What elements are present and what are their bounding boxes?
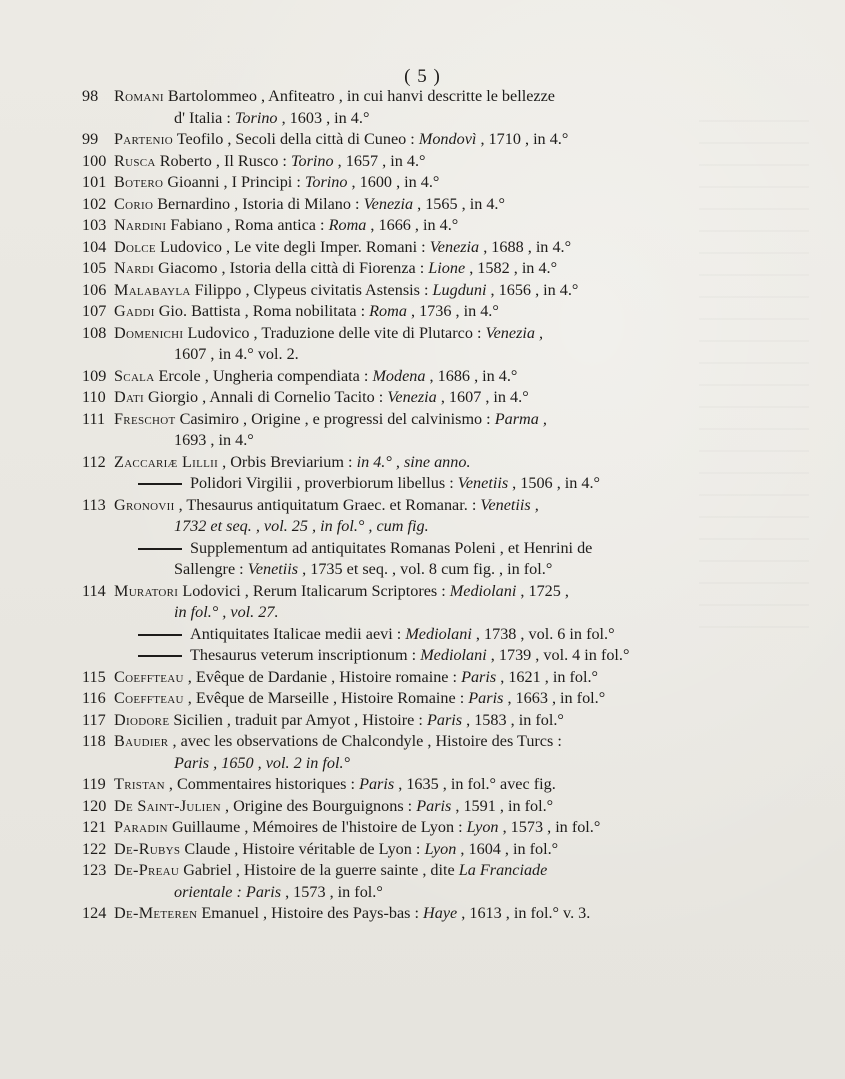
entry-124: 124 De-Meteren Emanuel , Histoire des Pays-bas : Haye , 1613 , in fol.° v. 3.	[82, 904, 591, 922]
entry-116: 116 Coeffteau , Evêque de Marseille , Histoire Romaine : Paris , 1663 , in fol.°	[82, 689, 606, 707]
entry-continuation: in fol.° , vol. 27.	[174, 603, 279, 621]
ditto-dash	[138, 483, 182, 485]
entry-103: 103 Nardini Fabiano , Roma antica : Roma , 1666 , in 4.°	[82, 216, 459, 234]
entry-continuation: 1732 et seq. , vol. 25 , in fol.° , cum fig.	[174, 517, 429, 535]
entry-continuation: Sallengre : Venetiis , 1735 et seq. , vol. 8 cum fig. , in fol.°	[174, 560, 553, 578]
entry-117: 117 Diodore Sicilien , traduit par Amyot , Histoire : Paris , 1583 , in fol.°	[82, 710, 564, 729]
entry-number: 98	[82, 87, 99, 105]
entry-109: 109 Scala Ercole , Ungheria compendiata : Modena , 1686 , in 4.°	[82, 366, 518, 385]
entry-continuation: 1607 , in 4.° vol. 2.	[174, 345, 299, 363]
entry-100: 100 Rusca Roberto , Il Rusco : Torino , 1657 , in 4.°	[82, 151, 426, 170]
entry-119: 119 Tristan , Commentaires historiques : Paris , 1635 , in fol.° avec fig.	[82, 775, 556, 793]
entry-101: 101 Botero Gioanni , I Principi : Torino , 1600 , in 4.°	[82, 173, 440, 191]
sub-entry: Thesaurus veterum inscriptionum : Mediolani , 1739 , vol. 4 in fol.°	[82, 645, 682, 667]
bleed-through-shadow	[699, 120, 809, 640]
entry-120: 120 De Saint-Julien , Origine des Bourguignons : Paris , 1591 , in fol.°	[82, 796, 554, 815]
ditto-dash	[138, 548, 182, 550]
entry-99: 99 Partenio Teofilo , Secoli della città di Cuneo : Mondovì , 1710 , in 4.°	[82, 130, 569, 148]
ditto-dash	[138, 634, 182, 636]
entry-continuation: d' Italia : Torino , 1603 , in 4.°	[174, 108, 370, 127]
catalogue-entries	[82, 86, 682, 925]
entry-118: 118 Baudier , avec les observations de Chalcondyle , Histoire des Turcs :	[82, 732, 562, 750]
entry-121: 121 Paradin Guillaume , Mémoires de l'histoire de Lyon : Lyon , 1573 , in fol.°	[82, 818, 601, 836]
entry-107: 107 Gaddi Gio. Battista , Roma nobilitata : Roma , 1736 , in 4.°	[82, 302, 499, 320]
ditto-dash	[138, 655, 182, 657]
sub-entry: Polidori Virgilii , proverbiorum libellus : Venetiis , 1506 , in 4.°	[82, 473, 682, 495]
entry-105: 105 Nardi Giacomo , Istoria della città di Fiorenza : Lione , 1582 , in 4.°	[82, 259, 558, 277]
entry-104: 104 Dolce Ludovico , Le vite degli Imper. Romani : Venezia , 1688 , in 4.°	[82, 237, 572, 256]
entry-108: 108 Domenichi Ludovico , Traduzione delle vite di Plutarco : Venezia ,	[82, 323, 544, 342]
entry-112: 112 Zaccariæ Lillii , Orbis Breviarium : in 4.° , sine anno.	[82, 452, 471, 471]
entry-123: 123 De-Preau Gabriel , Histoire de la guerre sainte , dite La Franciade	[82, 861, 548, 879]
entry-102: 102 Corio Bernardino , Istoria di Milano : Venezia , 1565 , in 4.°	[82, 194, 505, 213]
entry-98	[82, 86, 682, 108]
sub-entry: Supplementum ad antiquitates Romanas Poleni , et Henrini de	[82, 538, 682, 560]
page-number: ( 5 )	[404, 66, 441, 87]
entry-122: 122 De-Rubys Claude , Histoire véritable de Lyon : Lyon , 1604 , in fol.°	[82, 839, 559, 858]
entry-110: 110 Dati Giorgio , Annali di Cornelio Tacito : Venezia , 1607 , in 4.°	[82, 388, 529, 406]
entry-114: 114 Muratori Lodovici , Rerum Italicarum Scriptores : Mediolani , 1725 ,	[82, 581, 569, 600]
entry-continuation: Paris , 1650 , vol. 2 in fol.°	[174, 753, 350, 772]
entry-106: 106 Malabayla Filippo , Clypeus civitatis Astensis : Lugduni , 1656 , in 4.°	[82, 280, 579, 299]
entry-author: Romani	[114, 87, 164, 105]
entry-113: 113 Gronovii , Thesaurus antiquitatum Graec. et Romanar. : Venetiis ,	[82, 495, 539, 514]
entry-continuation: 1693 , in 4.°	[174, 431, 254, 449]
entry-continuation: orientale : Paris , 1573 , in fol.°	[174, 882, 383, 901]
entry-111: 111 Freschot Casimiro , Origine , e progressi del calvinismo : Parma ,	[82, 409, 547, 428]
entry-115: 115 Coeffteau , Evêque de Dardanie , Histoire romaine : Paris , 1621 , in fol.°	[82, 667, 598, 686]
sub-entry: Antiquitates Italicae medii aevi : Mediolani , 1738 , vol. 6 in fol.°	[82, 624, 682, 646]
entry-text: Bartolommeo , Anfiteatro , in cui hanvi descritte le bellezze	[167, 87, 555, 105]
